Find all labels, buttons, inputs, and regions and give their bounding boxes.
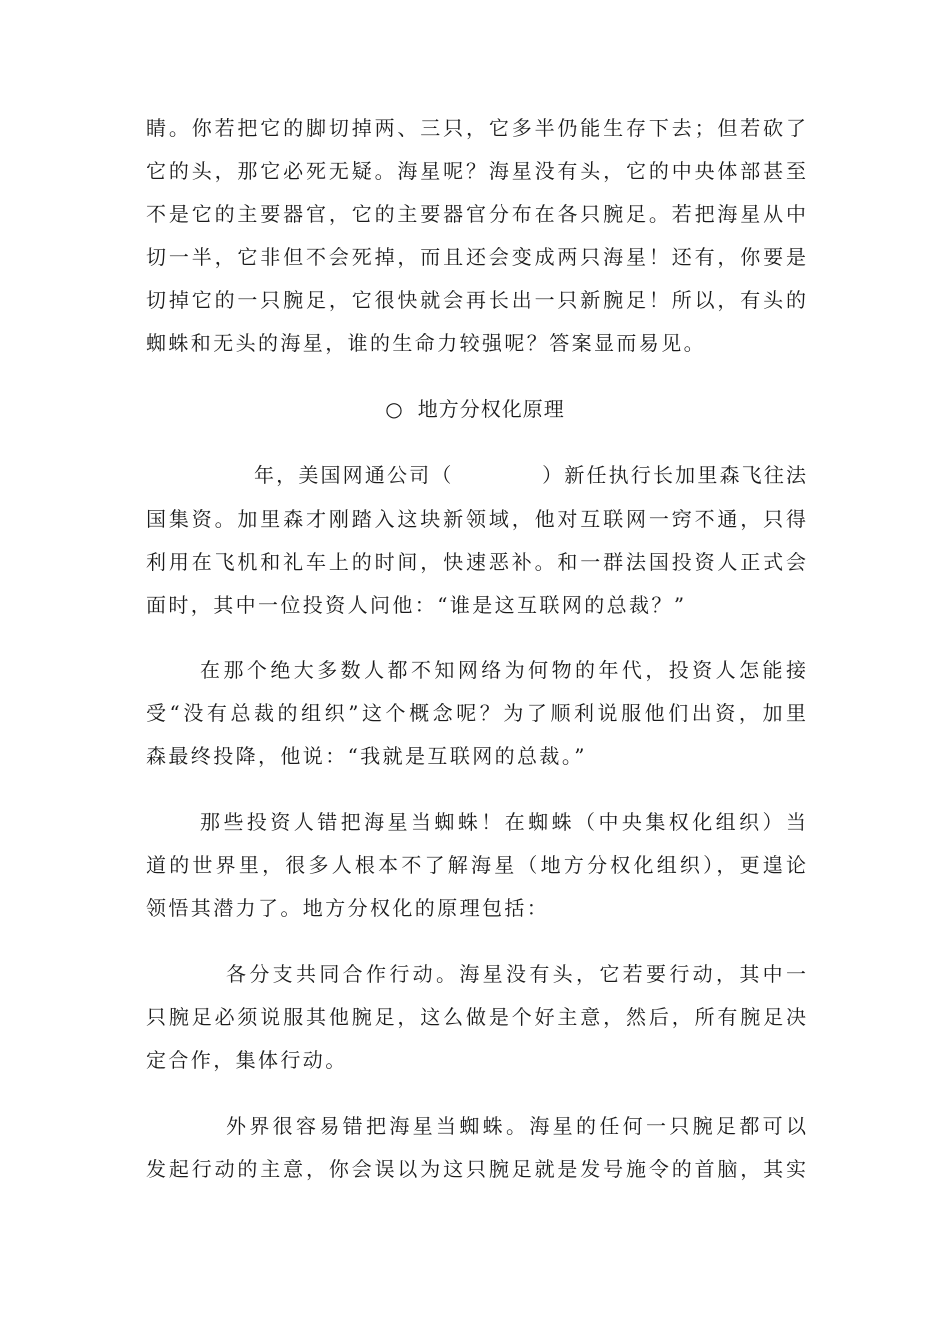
text-line: 那些投资人错把海星当蜘蛛！在蜘蛛（中央集权化组织）当 xyxy=(200,810,806,834)
text-line: 它的头，那它必死无疑。海星呢？海星没有头，它的中央体部甚至 xyxy=(146,159,806,183)
text-line: 蜘蛛和无头的海星，谁的生命力较强呢？答案显而易见。 xyxy=(146,331,706,355)
text-line: 只腕足必须说服其他腕足，这么做是个好主意，然后，所有腕足决 xyxy=(146,1005,806,1029)
text-line: 外界很容易错把海星当蜘蛛。海星的任何一只腕足都可以 xyxy=(226,1114,806,1138)
text-line: 受“没有总裁的组织”这个概念呢？为了顺利说服他们出资，加里 xyxy=(146,701,806,725)
text-line: 睛。你若把它的脚切掉两、三只，它多半仍能生存下去；但若砍了 xyxy=(146,116,806,140)
text-line: 面时，其中一位投资人问他：“谁是这互联网的总裁？” xyxy=(146,593,687,617)
text-line: 森最终投降，他说：“我就是互联网的总裁。” xyxy=(146,744,587,768)
text-line: 道的世界里，很多人根本不了解海星（地方分权化组织），更遑论 xyxy=(146,853,806,877)
text-line: 各分支共同合作行动。海星没有头，它若要行动，其中一 xyxy=(226,962,806,986)
text-line: 利用在飞机和礼车上的时间，快速恶补。和一群法国投资人正式会 xyxy=(146,550,806,574)
text-line: 切掉它的一只腕足，它很快就会再长出一只新腕足！所以，有头的 xyxy=(146,288,806,312)
section-heading xyxy=(0,396,950,422)
section-heading-text: 地方分权化原理 xyxy=(417,397,565,421)
circle-bullet-icon: ○ xyxy=(385,397,404,421)
text-line: 定合作，集体行动。 xyxy=(146,1048,348,1072)
text-line: 领悟其潜力了。地方分权化的原理包括： xyxy=(146,896,550,920)
text-line: 切一半，它非但不会死掉，而且还会变成两只海星！还有，你要是 xyxy=(146,245,806,269)
text-line: 年，美国网通公司（ ）新任执行长加里森飞往法 xyxy=(254,463,806,487)
text-line: 不是它的主要器官，它的主要器官分布在各只腕足。若把海星从中 xyxy=(146,202,806,226)
text-line: 国集资。加里森才刚踏入这块新领域，他对互联网一窍不通，只得 xyxy=(146,507,806,531)
text-line: 在那个绝大多数人都不知网络为何物的年代，投资人怎能接 xyxy=(200,658,806,682)
text-line: 发起行动的主意，你会误以为这只腕足就是发号施令的首脑，其实 xyxy=(146,1157,806,1181)
